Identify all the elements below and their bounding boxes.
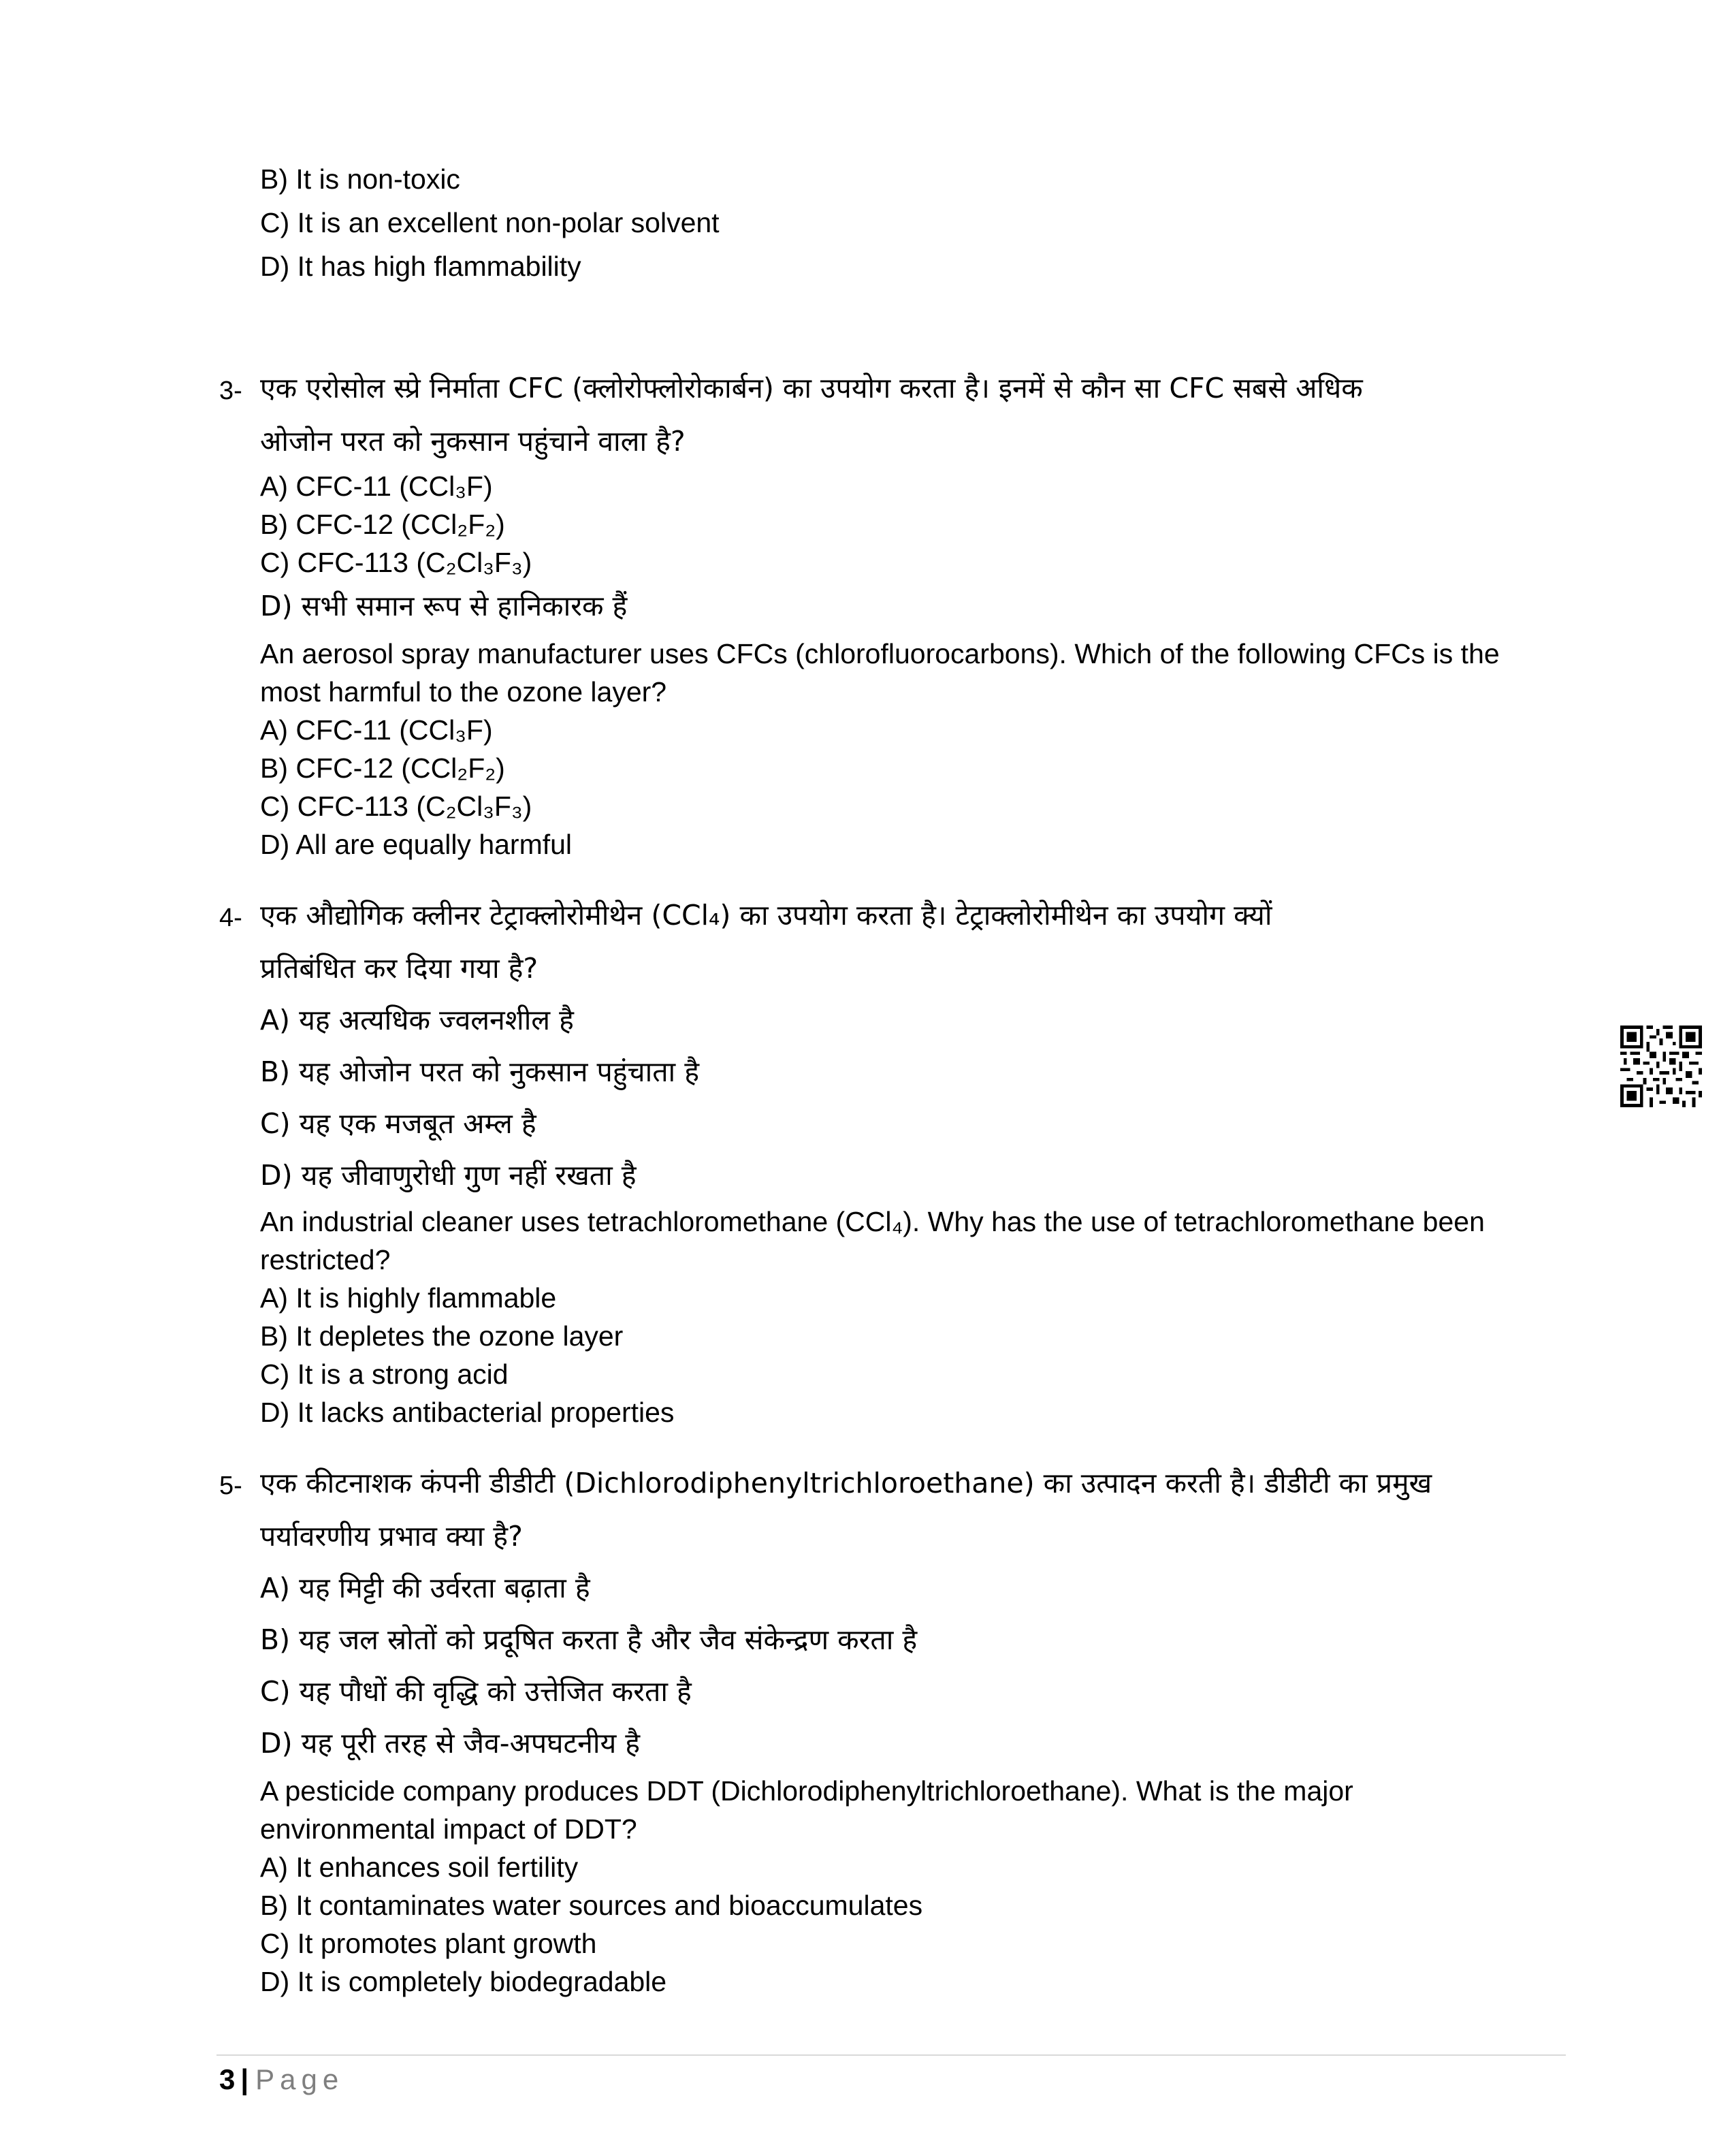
q5-hi-option-c: C) यह पौधों की वृद्धि को उत्तेजित करता है bbox=[260, 1675, 692, 1708]
q4-en-option-d: D) It lacks antibacterial properties bbox=[260, 1397, 675, 1428]
q5-hi-question-line-1: एक कीटनाशक कंपनी डीडीटी (Dichlorodiphenyltrichloroethane) का उत्पादन करती है। डीडीटी का प्रमुख bbox=[260, 1467, 1432, 1499]
footer-separator: | bbox=[240, 2063, 249, 2095]
footer-divider bbox=[216, 2054, 1566, 2056]
q4-hi-question-line-1: एक औद्योगिक क्लीनर टेट्राक्लोरोमीथेन (CCl₄) का उपयोग करता है। टेट्राक्लोरोमीथेन का उपयोग क्यों bbox=[260, 899, 1272, 932]
q3-hi-question-line-2: ओजोन परत को नुकसान पहुंचाने वाला है? bbox=[260, 425, 686, 458]
q4-en-question-line-2: restricted? bbox=[260, 1244, 391, 1275]
q4-en-option-b: B) It depletes the ozone layer bbox=[260, 1320, 624, 1352]
q3-hi-option-d: D) सभी समान रूप से हानिकारक हैं bbox=[260, 590, 628, 622]
q3-en-option-c: C) CFC-113 (C₂Cl₃F₃) bbox=[260, 791, 532, 822]
q3-hi-option-c: C) CFC-113 (C₂Cl₃F₃) bbox=[260, 547, 532, 578]
q3-en-question-line-1: An aerosol spray manufacturer uses CFCs (chlorofluorocarbons). Which of the following CFCs is the bbox=[260, 638, 1500, 669]
q5-en-option-c: C) It promotes plant growth bbox=[260, 1928, 597, 1959]
q4-hi-option-c: C) यह एक मजबूत अम्ल है bbox=[260, 1107, 536, 1140]
q3-en-option-a: A) CFC-11 (CCl₃F) bbox=[260, 714, 493, 746]
q3-number: 3- bbox=[219, 377, 242, 405]
q4-en-option-a: A) It is highly flammable bbox=[260, 1282, 557, 1314]
q3-hi-option-a: A) CFC-11 (CCl₃F) bbox=[260, 471, 493, 502]
q2-option-d: D) It has high flammability bbox=[260, 251, 581, 282]
page-label: Page bbox=[255, 2063, 344, 2095]
q3-hi-question-line-1: एक एरोसोल स्प्रे निर्माता CFC (क्लोरोफ्लोरोकार्बन) का उपयोग करता है। इनमें से कौन सा CFC सबसे अधिक bbox=[260, 372, 1363, 404]
q3-hi-option-b: B) CFC-12 (CCl₂F₂) bbox=[260, 509, 505, 540]
q5-en-question-line-1: A pesticide company produces DDT (Dichlorodiphenyltrichloroethane). What is the major bbox=[260, 1775, 1353, 1807]
q3-en-option-b: B) CFC-12 (CCl₂F₂) bbox=[260, 752, 505, 784]
q3-en-option-d: D) All are equally harmful bbox=[260, 829, 573, 860]
q4-en-option-c: C) It is a strong acid bbox=[260, 1358, 509, 1390]
q5-en-option-a: A) It enhances soil fertility bbox=[260, 1852, 579, 1883]
q4-hi-question-line-2: प्रतिबंधित कर दिया गया है? bbox=[260, 952, 539, 985]
q4-number: 4- bbox=[219, 904, 242, 932]
q5-en-option-b: B) It contaminates water sources and bioaccumulates bbox=[260, 1890, 923, 1921]
q5-hi-option-a: A) यह मिट्टी की उर्वरता बढ़ाता है bbox=[260, 1572, 590, 1604]
q4-hi-option-d: D) यह जीवाणुरोधी गुण नहीं रखता है bbox=[260, 1159, 637, 1192]
q5-hi-option-b: B) यह जल स्रोतों को प्रदूषित करता है और जैव संकेन्द्रण करता है bbox=[260, 1623, 918, 1656]
q5-en-option-d: D) It is completely biodegradable bbox=[260, 1966, 667, 1997]
page-number: 3 bbox=[219, 2063, 236, 2095]
q3-en-question-line-2: most harmful to the ozone layer? bbox=[260, 676, 667, 708]
q5-en-question-line-2: environmental impact of DDT? bbox=[260, 1813, 637, 1845]
q5-hi-question-line-2: पर्यावरणीय प्रभाव क्या है? bbox=[260, 1520, 523, 1553]
q5-number: 5- bbox=[219, 1472, 242, 1500]
q4-hi-option-a: A) यह अत्यधिक ज्वलनशील है bbox=[260, 1004, 574, 1036]
q4-hi-option-b: B) यह ओजोन परत को नुकसान पहुंचाता है bbox=[260, 1055, 699, 1088]
q5-hi-option-d: D) यह पूरी तरह से जैव-अपघटनीय है bbox=[260, 1727, 641, 1760]
qr-code-icon bbox=[1620, 1026, 1702, 1107]
q2-option-b: B) It is non-toxic bbox=[260, 163, 460, 195]
q4-en-question-line-1: An industrial cleaner uses tetrachloromethane (CCl₄). Why has the use of tetrachloromethane been bbox=[260, 1206, 1485, 1237]
page-footer bbox=[219, 2061, 344, 2099]
q2-option-c: C) It is an excellent non-polar solvent bbox=[260, 207, 720, 238]
